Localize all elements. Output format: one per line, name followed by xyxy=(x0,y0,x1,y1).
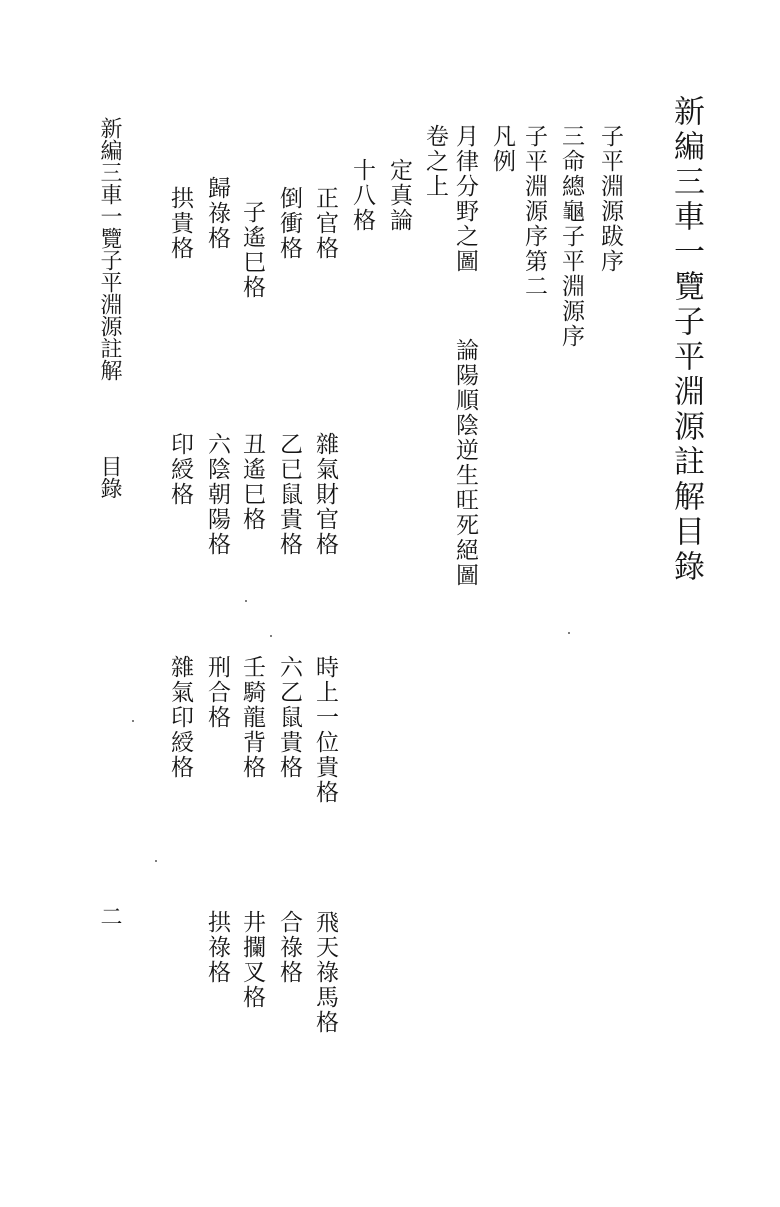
toc-entry-yangshun-chart: 論陽順陰逆生旺死絕圖 xyxy=(452,338,478,588)
toc-entry-preface-sanming: 三命總龜子平淵源序 xyxy=(558,124,584,349)
format-item: 拱祿格 xyxy=(204,910,230,985)
toc-entry-postface: 子平淵源跋序 xyxy=(597,124,623,274)
format-item: 丑遙巳格 xyxy=(239,432,265,532)
format-item: 刑合格 xyxy=(204,655,230,730)
section-dingzhenlun: 定真論 xyxy=(386,158,412,233)
format-item: 六乙鼠貴格 xyxy=(276,655,302,780)
format-item: 時上一位貴格 xyxy=(312,655,338,805)
toc-entry-fanli: 凡例 xyxy=(489,124,515,174)
format-item: 歸祿格 xyxy=(204,176,230,251)
page-number: 二 xyxy=(97,905,122,927)
format-item: 乙已鼠貴格 xyxy=(276,432,302,557)
toc-entry-yuelu-map: 月律分野之圖 xyxy=(452,124,478,274)
toc-entry-preface-second: 子平淵源序第二 xyxy=(521,124,547,299)
format-item: 印綬格 xyxy=(167,432,193,507)
scan-speck xyxy=(245,600,247,602)
format-item: 拱貴格 xyxy=(167,186,193,261)
format-item: 六陰朝陽格 xyxy=(204,432,230,557)
margin-book-title: 新編三車一覽子平淵源註解 xyxy=(97,117,122,381)
format-item: 正官格 xyxy=(312,186,338,261)
format-item: 雜氣財官格 xyxy=(312,432,338,557)
volume-heading: 卷之上 xyxy=(422,124,448,199)
format-item: 雜氣印綬格 xyxy=(167,655,193,780)
scan-speck xyxy=(132,720,134,722)
scan-speck xyxy=(568,632,570,634)
section-shibage: 十八格 xyxy=(349,158,375,233)
margin-section-label: 目錄 xyxy=(97,455,122,499)
format-item: 倒衝格 xyxy=(276,186,302,261)
scan-speck xyxy=(155,860,157,862)
format-item: 合祿格 xyxy=(276,910,302,985)
format-item: 子遙巳格 xyxy=(239,200,265,300)
format-item: 壬騎龍背格 xyxy=(239,655,265,780)
format-item: 井攔叉格 xyxy=(239,910,265,1010)
page-title: 新編三車一覽子平淵源註解目錄 xyxy=(668,95,704,585)
format-item: 飛天祿馬格 xyxy=(312,910,338,1035)
scan-speck xyxy=(270,635,272,637)
